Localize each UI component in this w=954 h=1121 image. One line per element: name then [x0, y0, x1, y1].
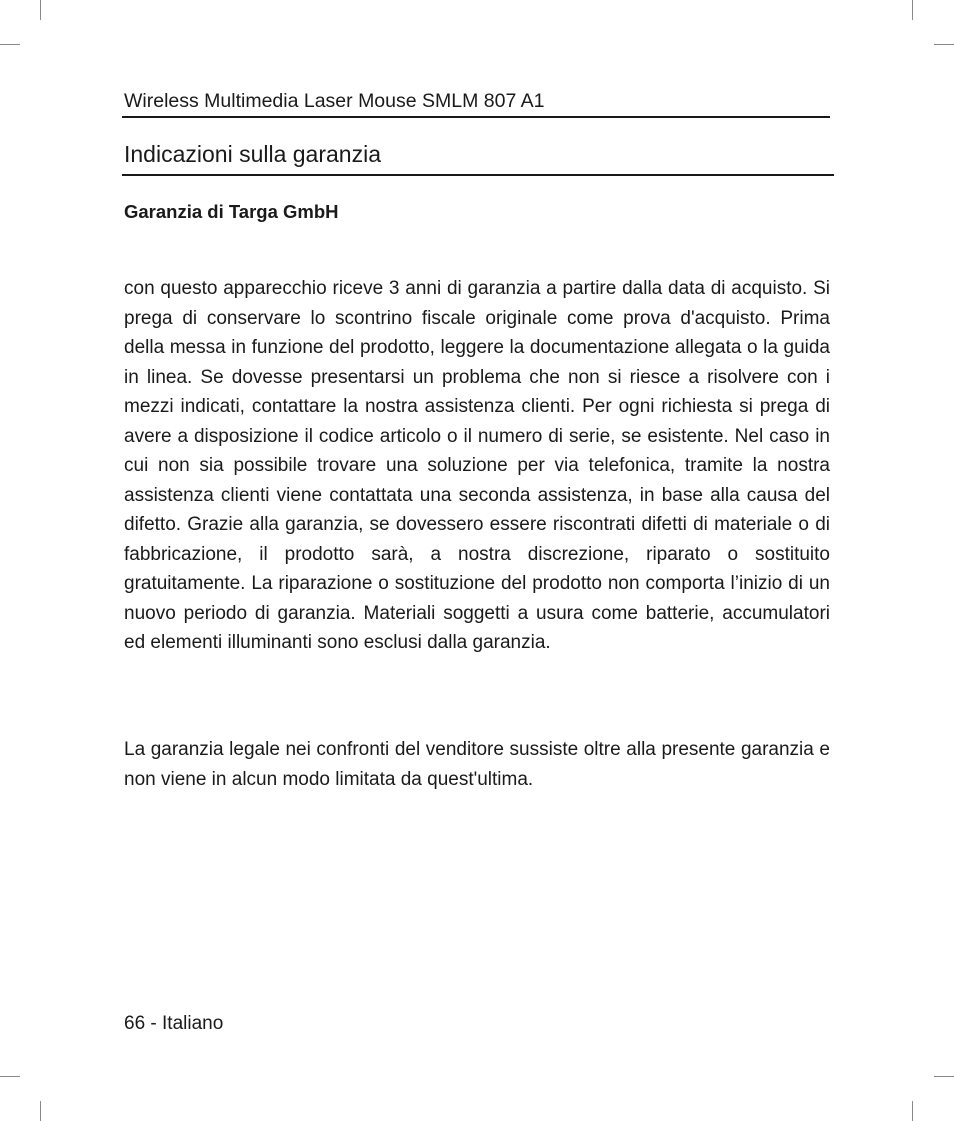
page-footer: 66 - Italiano: [124, 1013, 224, 1034]
crop-mark-bottom-left-h: [0, 1076, 20, 1077]
crop-mark-bottom-right: [912, 1101, 913, 1121]
crop-mark-top-left: [40, 0, 41, 20]
legal-warranty-paragraph: La garanzia legale nei confronti del venditore sussiste oltre alla presente garanzia e non viene in alcun modo limitata da quest'ultima.: [124, 739, 830, 790]
running-header: Wireless Multimedia Laser Mouse SMLM 807 A1: [124, 90, 545, 112]
warranty-paragraph: con questo apparecchio riceve 3 anni di garanzia a partire dalla data di acquisto. Si prega di conservare lo scontrino fiscale originale come prova d'acquisto. Prima della messa in funzione del prodotto, leggere la documentazione allegata o la guida in linea. Se dovesse presentarsi un problema che non si riesce a risolvere con i mezzi indicati, contattare la nostra assistenza clienti. Per ogni richiesta si prega di avere a disposizione il codice articolo o il numero di serie, se esistente. Nel caso in cui non sia possibile trovare una soluzione per via telefonica, tramite la nostra assistenza clienti viene contattata una seconda assistenza, in base alla causa del difetto. Grazie alla garanzia, se dovessero essere riscontrati difetti di materiale o di fabbricazione, il prodotto sarà, a nostra discrezione, riparato o sostituito gratuitamente. La riparazione o sostituzione del prodotto non comporta l’inizio di un nuovo periodo di garanzia. Materiali soggetti a usura come batterie, accumulatori ed elementi illuminanti sono esclusi dalla garanzia.: [124, 278, 830, 653]
warranty-subheading: Garanzia di Targa GmbH: [124, 201, 339, 222]
crop-mark-bottom-right-h: [934, 1076, 954, 1077]
section-rule: [122, 174, 834, 176]
section-title: Indicazioni sulla garanzia: [124, 141, 381, 167]
crop-mark-top-left-h: [0, 44, 20, 45]
crop-mark-bottom-left: [40, 1101, 41, 1121]
crop-mark-top-right: [912, 0, 913, 20]
crop-mark-top-right-h: [934, 44, 954, 45]
header-rule: [122, 116, 830, 118]
